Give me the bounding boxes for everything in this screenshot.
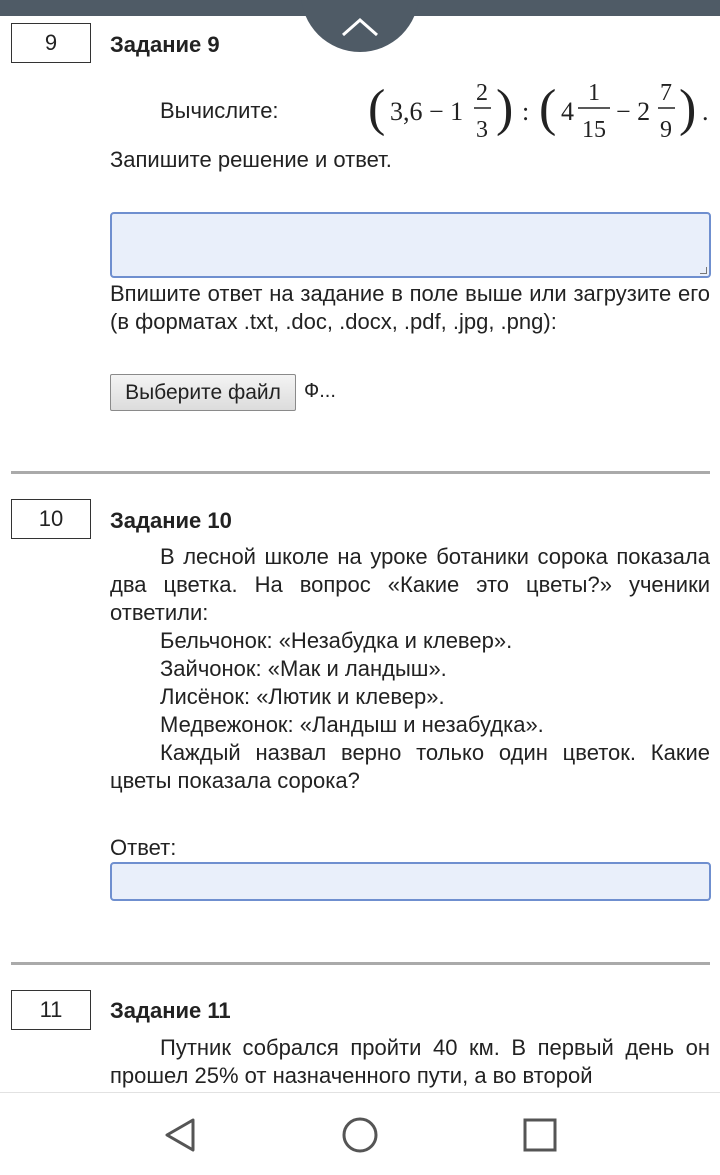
task-title-10: Задание 10 [110, 508, 232, 533]
formula-frac3-num: 7 [660, 80, 672, 106]
formula-term1: 3,6 − 1 [390, 97, 464, 126]
task-title-11: Задание 11 [110, 998, 231, 1023]
nav-home-button[interactable] [340, 1115, 380, 1155]
divider [11, 962, 710, 965]
scroll-up-button[interactable] [301, 0, 419, 52]
task11-text: Путник собрался пройти 40 км. В первый день он прошел 25% от назначенного пути, а во второй [110, 1035, 710, 1088]
formula-divide: : [522, 97, 530, 126]
nav-recents-button[interactable] [520, 1115, 560, 1155]
divider [11, 471, 710, 474]
task10-intro: В лесной школе на уроке ботаники сорока показала два цветка. На вопрос «Какие это цветы?» ученики ответили: [110, 544, 710, 625]
task9-answer-textarea[interactable] [110, 212, 711, 278]
formula-frac2-num: 1 [588, 80, 600, 106]
home-circle-icon [341, 1116, 379, 1154]
task9-prompt: Вычислите: [160, 98, 279, 123]
resize-handle-icon[interactable] [700, 267, 707, 274]
task10-answer-2: Зайчонок: «Мак и ландыш». [160, 656, 447, 681]
formula-minus-whole: − 2 [616, 97, 651, 126]
task-title-9: Задание 9 [110, 32, 220, 57]
task10-answer-3: Лисёнок: «Лютик и клевер». [160, 684, 445, 709]
formula-close-paren-2: ) [679, 80, 697, 137]
task9-upload-hint: Впишите ответ на задание в поле выше или загрузите его (в форматах .txt, .doc, .docx, .pdf, .jpg, .png): [110, 281, 710, 334]
task10-answer-label: Ответ: [110, 835, 177, 860]
file-status: Ф... [304, 380, 336, 402]
task-number-10: 10 [11, 499, 91, 539]
task10-answer-4: Медвежонок: «Ландыш и незабудка». [160, 712, 544, 737]
formula-end-dot: . [702, 97, 709, 126]
task10-answer-input[interactable] [110, 862, 711, 901]
choose-file-button[interactable]: Выберите файл [110, 374, 296, 411]
formula-frac1-num: 2 [476, 80, 488, 106]
formula-frac3-den: 9 [660, 117, 672, 143]
formula-open-paren-2: ( [539, 80, 557, 137]
back-triangle-icon [163, 1117, 197, 1153]
formula-frac1-den: 3 [476, 117, 488, 143]
task9-instruction: Запишите решение и ответ. [110, 147, 392, 172]
task10-question: Каждый назвал верно только один цветок. Какие цветы показала сорока? [110, 740, 710, 793]
nav-back-button[interactable] [160, 1115, 200, 1155]
formula-term2-whole: 4 [561, 97, 574, 126]
task10-answer-1: Бельчонок: «Незабудка и клевер». [160, 628, 513, 653]
task-number-9: 9 [11, 23, 91, 63]
navigation-bar [0, 1092, 720, 1175]
formula-open-paren-1: ( [368, 80, 386, 137]
formula-close-paren-1: ) [496, 80, 514, 137]
recents-square-icon [522, 1117, 558, 1153]
formula-frac2-den: 15 [582, 117, 606, 143]
task9-formula [368, 72, 718, 152]
task-number-11: 11 [11, 990, 91, 1030]
chevron-up-icon [340, 16, 380, 38]
